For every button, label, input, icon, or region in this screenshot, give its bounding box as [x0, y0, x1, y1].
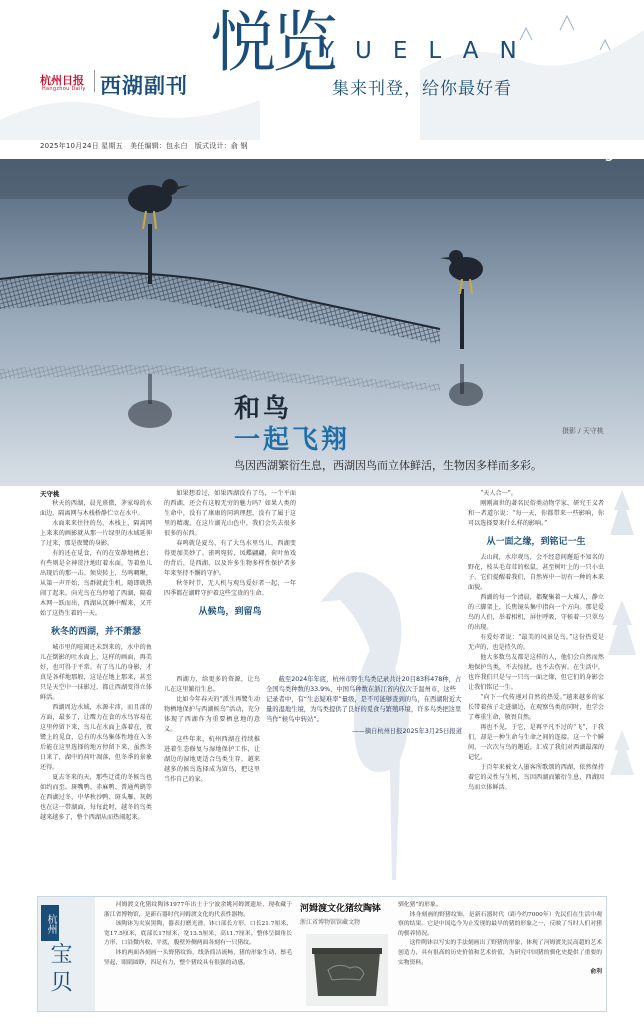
bottom-author: 俞利: [590, 969, 602, 976]
article-column-4: [468, 489, 604, 889]
quote-box: [266, 675, 462, 785]
subhead: 从候鸟，到留鸟: [198, 607, 262, 617]
article-column-2-top: [164, 489, 296, 674]
artifact-title: 河姆渡文化猪纹陶钵: [300, 904, 382, 914]
paragraph: 春鸣就是夏鸟，有了大鸟水里鸟儿，西湖变得更加美妙了。雀鸣宛转，凤蝶翩翩，荷叶鱼戏的背后，是西湖，以及许多生物多样性保护者多年来坚持不懈的守护。: [164, 540, 296, 577]
paragraph: 河姆渡文化猪纹陶钵1977年出土于宁波余姚河姆渡遗址，现收藏于浙江省博物馆，是新石器时代河姆渡文化的代表性器物。: [104, 902, 292, 918]
quote-text: 截至2024年年底，杭州市野生鸟类记录共计20目83科478种，占全国鸟类种数的33.9%，中国鸟种数在浙江省内仅次于温州市，这些记录者中，有“生态疑难率”量级，是不可能够查到的鸟，在西湖附近大量的湿地生境，为鸟类提供了良好的觅食与繁殖环境，许多鸟类把这里当作“候鸟中转站”。: [266, 676, 462, 723]
artifact-subtitle: 浙江省博物馆馆藏文物: [300, 919, 361, 926]
city-tag: 杭州: [41, 905, 59, 941]
bottom-right-column: [398, 901, 602, 1009]
brand-title-en: YUELAN: [320, 38, 538, 64]
masthead-divider: [94, 70, 95, 92]
section-title: 西湖副刊: [100, 74, 188, 98]
paragraph: 该陶钵为夹炭黑陶，器表打磨光滑，钵口部长方形，口长21.7厘米、宽17.5厘米，底部长17厘米、宽13.5厘米，高11.7厘米。整体呈圆角长方形，口沿微内收，平底，腹壁外侧两面各刻有一只猪纹。: [104, 921, 292, 947]
paragraph: 西湖力，给更多的资源，让鸟儿在这里繁衍生息。: [164, 676, 260, 693]
side-pagoda-decoration: [600, 480, 644, 880]
subhead: 从一面之缘，到铭记一生: [486, 537, 586, 547]
paragraph: 有的还在觅食，有的在安静地栖息；有些则是全神贯注地盯着水面，等着鱼儿出现后的那一击。须臾转上，鸟鸣啁啾，从第一声开始，鸟群就此生机，随即就热闹了起来。向光鸟在鸟停嘻了西湖，隔着木网一跃而出，西湖从沉睡中醒来，又开始了这热生着的一天。: [40, 550, 152, 617]
quote-source: ——摘自杭州日报2025年3月25日报道: [352, 728, 462, 735]
paragraph: 如果想看过，如果西湖没有了鸟，一个平面的西湖，还会有这般无穷的魅力吗？如果人类的生命中，没有了康康的同鸿理想，没有了属于这里的精魂，在这片湖光山色中，我们会失去很多很多的东西。: [164, 490, 296, 537]
paragraph: 这些年来，杭州西湖在持续推进着生态修复与湿地保护工作，让湖边的湿地更适合鸟类生存，越来越多的候鸟选择成为留鸟，把这里当作自己的家。: [164, 736, 260, 783]
paragraph: 这件陶钵以写实的手法刻画出了野猪的形象，体现了河姆渡先民高超的艺术创造力，具有很高的历史价值和艺术价值，为研究中国猪的驯化史提供了重要的实物资料。: [398, 940, 602, 966]
dateline: 2025年10月24日 星期五 美任编辑：包永白 版式设计：俞 钢: [40, 142, 248, 150]
brand-title: 悦览: [210, 4, 334, 81]
paragraph: 夏去冬来的天，那些迁徙的冬候鸟也如约而至。斑嘴鸭、赤麻鸭、普通鸬鹚等在西湖过冬，中华秋沙鸭、斑头雁、灰鹤也在这一带湖面，每每此时，越冬的鸟类越来越多了，整个西湖从而热闹起来。: [40, 774, 152, 821]
byline: 天守桃: [40, 490, 60, 498]
pottery-bowl-image: [306, 934, 388, 1006]
paragraph: “向下一代传递对自然的热爱。”越来越多的家长带着孩子走进湖边，在观察鸟类的同时，也学会了尊重生命、敬畏自然。: [468, 694, 604, 721]
photo-credit: 摄影 / 天守桃: [562, 427, 604, 435]
paragraph: 驯化猪”的形象。: [398, 902, 442, 908]
article-column-1: [40, 489, 152, 889]
paragraph: 西湖周边水域，水源丰沛，而且漾的方面，最多了，让鹰力在食的水鸟容易在这里停留下来，鸟儿在水面上落着在，夜鹭上的觅食，总有的水鸟集体性地在入冬后能在这里选择的地方停留下来，虽然冬日来了，湖中的荷叶凋落，但冬季的景象还得。: [40, 704, 152, 771]
paragraph: 秋天的西湖，晨光熹微，茅家埠的水面边，隔离网与木栈桥静伫立在水中。: [40, 500, 152, 517]
page-number: 9: [604, 146, 615, 166]
headline-line-2: 一起飞翔: [234, 425, 351, 455]
paragraph: 钵的两面各刻画一头野猪纹饰，线条简洁流畅，猪的形象生动，鬃毛竖起，眼睛圆睁，四足有力，整个猪纹具有很强的动感。: [104, 949, 292, 966]
headline-line-1: 和鸟: [234, 394, 293, 424]
paragraph: “天人合一”。: [480, 490, 517, 497]
paragraph: 钵身刻画的野猪纹饰，是新石器时代（距今约7000年）先民们在生活中观察的结果。它是中国迄今为止发现的最早的猪的形象之一，反映了当时人们对猪的驯养情况。: [398, 911, 602, 937]
paragraph: 城市里的喧闹还未到来的，水中的鱼儿在倒影的吐水面上，这样的画面，再美好，也可得于平常。有了鸟儿的身影，才真是各样地那般，这是在地上那来，甚至只是天空中一抹影过，都让西湖变得立体鲜活。: [40, 644, 152, 701]
paragraph: 水面来来往往的鸟，木栈上，隔离网上来来的画影就从那一片绿里的水域延伸了过来，那是夜鹭的身影。: [40, 520, 152, 547]
article-column-3: [312, 489, 454, 669]
deck: 鸟因西湖繁衍生息，西湖因鸟而立体鲜活，生物因多样而多彩。: [234, 459, 542, 472]
paper-logo-en: Hangzhou Daily: [42, 86, 86, 92]
paper-logo: 杭州日报: [40, 74, 84, 87]
column-title: 宝贝: [47, 942, 72, 998]
paragraph: 他大多数鸟友都是这样的人，他们会自然而然地保护鸟类，不去惊扰，也不去伤害。在生活中，也许我们只是与一只鸟一面之缘，但它们的身影会让我们铭记一生。: [468, 654, 604, 691]
subhead: 秋冬的西湖，并不萧瑟: [50, 627, 141, 637]
paragraph: 去山间，水岸观鸟，会不经意间邂逅不知名的野花，枝头毛茸茸的松鼠，甚至树叶上的一只小虫子，它们提醒着我们，自然界中一切有一种的本来面貌。: [468, 554, 604, 591]
paragraph: 秋冬时节，无人机与观鸟爱好者一起，一年四季都在湖畔守护着这些宝贵的生命。: [164, 580, 296, 597]
paragraph: 刚刚离世的著名民俗类动物学家、研究王义者和一者道尔说：“每一天，你都带来一些影响，你可以选择要来什么样的影响。”: [468, 500, 604, 527]
paragraph: 于百年来被文人墨客所歌颂的西湖，依然保持着它的灵性与生机，鸟因西湖而繁衍生息，西湖因鸟而立体鲜活。: [468, 764, 604, 791]
paragraph: 再也不见，于它，是再平凡不过的“飞”，于我们，却是一种生命与生命之间的连接。这一个个瞬间，一次次与鸟的邂逅，汇成了我们对西湖最深的记忆。: [468, 724, 604, 761]
bottom-left-column: [104, 901, 292, 1009]
paragraph: 比如今年春天的“派生再鹭生动物栖地保护与西湖候鸟”活动，充分体现了西湖作为重要栖息地的意义。: [164, 696, 260, 733]
paragraph: 有爱好者说：“最美的风景是鸟。”这份热爱是无声的，也是持久的。: [468, 634, 604, 651]
article-column-2-bottom: [164, 675, 260, 887]
paragraph: 西湖的每一个清晨，都聚集着一大堆人，静立的三脚架上，长焦镜头集中指向一个方向。那是爱鸟的人们，举着相机，屏住呼吸，守候着一只翠鸟的出现。: [468, 594, 604, 631]
slogan: 集来刊登，给你最好看: [332, 79, 512, 99]
